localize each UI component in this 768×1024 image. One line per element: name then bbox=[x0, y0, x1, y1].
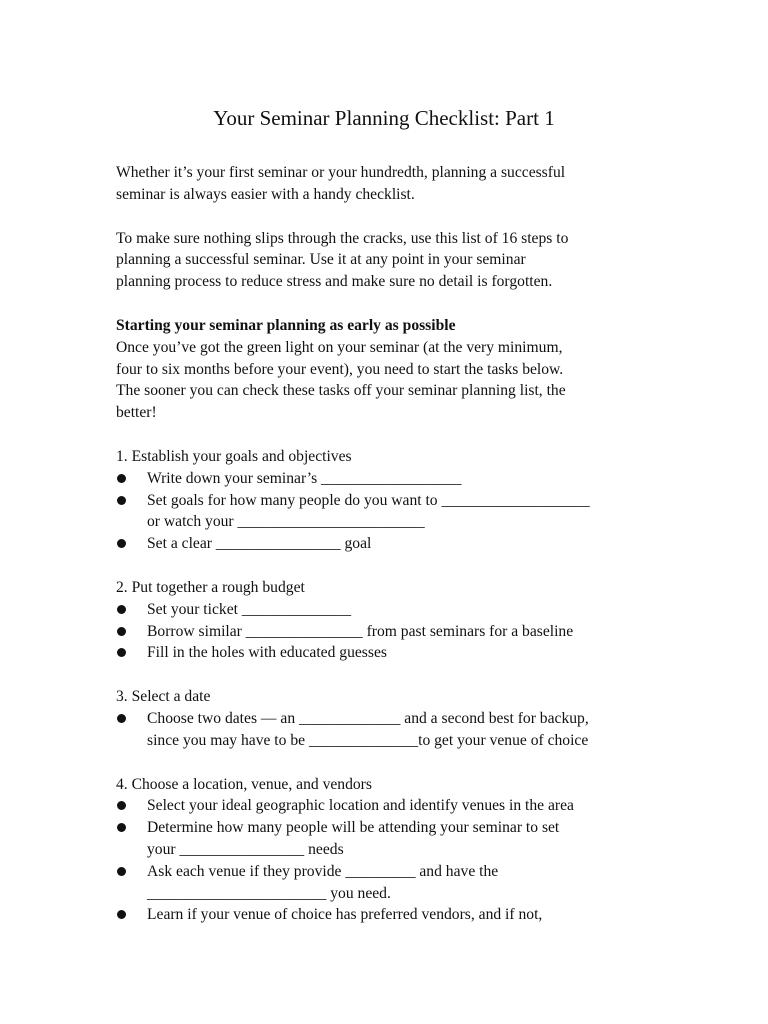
checklist-section-2 bbox=[116, 577, 676, 664]
bullet-icon bbox=[117, 867, 126, 876]
bullet-icon bbox=[117, 627, 126, 636]
text-line: To make sure nothing slips through the cracks, use this list of 16 steps to bbox=[116, 229, 569, 247]
text-line: planning process to reduce stress and make sure no detail is forgotten. bbox=[116, 273, 553, 291]
checklist-section-4 bbox=[116, 774, 676, 927]
list-item bbox=[116, 490, 676, 534]
document-body bbox=[116, 162, 676, 926]
text-line: or watch your ________________________ bbox=[147, 513, 425, 531]
intro-paragraph-2 bbox=[116, 228, 676, 293]
bullet-icon bbox=[117, 910, 126, 919]
list-item bbox=[116, 468, 676, 490]
text-line: Determine how many people will be attending your seminar to set bbox=[147, 819, 560, 837]
bullet-icon bbox=[117, 539, 126, 548]
section-heading: 1. Establish your goals and objectives bbox=[116, 447, 352, 465]
bullet-icon bbox=[117, 605, 126, 614]
checklist-section-1 bbox=[116, 446, 676, 555]
text-line: Set goals for how many people do you want to ___________________ bbox=[147, 491, 590, 509]
text-line: Learn if your venue of choice has preferred vendors, and if not, bbox=[147, 906, 543, 924]
text-line: _______________________ you need. bbox=[147, 884, 391, 902]
list-item bbox=[116, 817, 676, 861]
text-line: Ask each venue if they provide _________ and have the bbox=[147, 862, 499, 880]
text-line: seminar is always easier with a handy checklist. bbox=[116, 185, 415, 203]
early-planning-section bbox=[116, 315, 676, 424]
section-heading: Starting your seminar planning as early as possible bbox=[116, 316, 456, 334]
text-line: your ________________ needs bbox=[147, 840, 344, 858]
section-heading: 3. Select a date bbox=[116, 688, 211, 706]
intro-paragraph-1 bbox=[116, 162, 676, 206]
text-line: The sooner you can check these tasks off your seminar planning list, the bbox=[116, 382, 566, 400]
section-heading: 4. Choose a location, venue, and vendors bbox=[116, 775, 372, 793]
text-line: Fill in the holes with educated guesses bbox=[147, 644, 387, 662]
text-line: Once you’ve got the green light on your seminar (at the very minimum, bbox=[116, 338, 563, 356]
list-item bbox=[116, 621, 676, 643]
list-item bbox=[116, 642, 676, 664]
text-line: planning a successful seminar. Use it at any point in your seminar bbox=[116, 251, 526, 269]
bullet-icon bbox=[117, 648, 126, 657]
page-title: Your Seminar Planning Checklist: Part 1 bbox=[213, 106, 555, 130]
list-item bbox=[116, 599, 676, 621]
text-line: Choose two dates — an _____________ and a second best for backup, bbox=[147, 709, 589, 727]
text-line: four to six months before your event), you need to start the tasks below. bbox=[116, 360, 564, 378]
bullet-icon bbox=[117, 823, 126, 832]
list-item bbox=[116, 795, 676, 817]
text-line: Whether it’s your first seminar or your hundredth, planning a successful bbox=[116, 164, 566, 181]
text-line: Write down your seminar’s __________________ bbox=[147, 469, 462, 487]
list-item bbox=[116, 708, 676, 752]
list-item bbox=[116, 904, 676, 926]
bullet-icon bbox=[117, 496, 126, 505]
section-heading: 2. Put together a rough budget bbox=[116, 578, 305, 596]
bullet-icon bbox=[117, 801, 126, 810]
bullet-icon bbox=[117, 714, 126, 723]
text-line: since you may have to be ______________to get your venue of choice bbox=[147, 731, 589, 749]
text-line: better! bbox=[116, 404, 157, 422]
list-item bbox=[116, 533, 676, 555]
bullet-icon bbox=[117, 474, 126, 483]
text-line: Set your ticket ______________ bbox=[147, 600, 351, 618]
list-item bbox=[116, 861, 676, 905]
text-line: Set a clear ________________ goal bbox=[147, 535, 372, 553]
checklist-section-3 bbox=[116, 686, 676, 751]
text-line: Select your ideal geographic location and identify venues in the area bbox=[147, 797, 574, 815]
text-line: Borrow similar _______________ from past seminars for a baseline bbox=[147, 622, 574, 640]
